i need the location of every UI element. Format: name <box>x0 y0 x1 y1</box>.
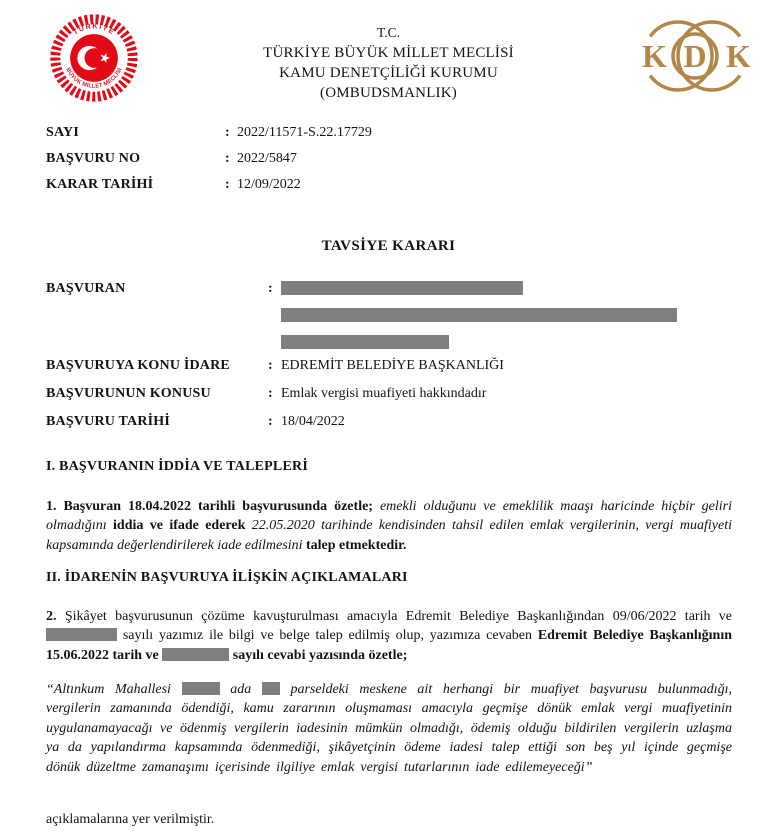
paragraph-1 <box>46 497 732 555</box>
applicant-row-konusu <box>46 386 486 401</box>
applicant-value: 18/04/2022 <box>281 414 345 429</box>
kdk-letter-d: D <box>683 38 707 74</box>
applicant-row-tarihi <box>46 414 345 429</box>
applicant-label: BAŞVURU TARİHİ <box>46 414 171 429</box>
applicant-separator: : <box>268 414 273 429</box>
redaction-bar <box>281 308 677 322</box>
redaction-bar <box>281 281 523 295</box>
header-institution-alt: (OMBUDSMANLIK) <box>320 85 457 101</box>
meta-row-sayi <box>46 120 372 146</box>
text-run: “Altınkum Mahallesi <box>46 682 182 697</box>
decision-title: TAVSİYE KARARI <box>321 238 456 254</box>
kdk-logo-icon <box>640 14 750 99</box>
text-run: Şikâyet başvurusunun çözüme kavuşturulması amacıyla Edremit Belediye Başkanlığından 09/06/2022 tarih ve <box>56 609 732 624</box>
kdk-letter-k1: K <box>642 38 667 74</box>
redaction-bar <box>281 335 449 349</box>
seal-text-bottom: BÜYÜK MİLLET MECLİSİ <box>64 67 124 90</box>
text-run: 22.05.2020 tarihinde kendisinden tahsil edilen emlak vergilerinin, vergi muafiyeti kapsamında değerlendirilerek iade edilmesini <box>46 518 733 553</box>
text-run: emekli olduğunu ve emeklilik maaşı haricinde hiçbir geliri olmadığını <box>46 499 733 534</box>
meta-row-karar-tarihi <box>46 172 372 198</box>
meta-separator: : <box>225 151 230 166</box>
meta-block <box>46 120 372 198</box>
text-run: iddia ve ifade ederek <box>113 518 252 534</box>
meta-label: KARAR TARİHİ <box>46 177 154 192</box>
seal-text-top: TÜRKİYE <box>71 21 117 37</box>
meta-label: BAŞVURU NO <box>46 151 141 166</box>
redaction-bar <box>162 648 229 661</box>
redaction-bar <box>182 682 220 695</box>
quoted-paragraph <box>46 680 732 777</box>
applicant-separator: : <box>268 386 273 401</box>
text-run: talep etmektedir. <box>305 537 407 553</box>
meta-row-basvuru-no <box>46 146 372 172</box>
text-run: 2. <box>46 609 57 624</box>
applicant-value: EDREMİT BELEDİYE BAŞKANLIĞI <box>281 358 504 373</box>
text-run: 1. Başvuran 18.04.2022 tarihli başvurusunda özetle; <box>46 499 380 514</box>
meta-separator: : <box>225 177 230 192</box>
meta-separator: : <box>225 125 230 140</box>
meta-value: 12/09/2022 <box>237 177 301 192</box>
paragraph-2 <box>46 607 732 665</box>
meta-label: SAYI <box>46 125 79 140</box>
closing-line <box>46 810 732 829</box>
header-institution: KAMU DENETÇİLİĞİ KURUMU <box>279 65 498 81</box>
redacted-applicant-name <box>281 281 677 349</box>
applicant-row-idare <box>46 358 504 373</box>
applicant-value: Emlak vergisi muafiyeti hakkındadır <box>281 386 487 401</box>
applicant-label: BAŞVURAN <box>46 281 126 296</box>
text-run: parseldeki meskene ait herhangi bir muafiyet başvurusu bulunmadığı, vergilerin zamanında ödendiği, kamu zararının oluşmaması amacıyla geçmişe dönük emlak vergi muafiyetinin uygulanamayacağı ve ödenmiş vergilerin iadesinin mümkün olmadığı, ödemiş olduğu bildirilen vergilerin uzlaşma ya da yapılandırma kapsamında ödenmediği, şikâyetçinin ödeme iadesi talep ettiği son beş yıl içinde geçmişe dönük düzeltme zamanaşımı içerisinde ilgiliye emlak vergisi tutarlarının iade edilemeyeceği” <box>46 682 732 775</box>
text-run: sayılı yazımız ile bilgi ve belge talep edilmiş olup, yazımıza cevaben <box>117 628 538 644</box>
section-2-heading: II. İDARENİN BAŞVURUYA İLİŞKİN AÇIKLAMALARI <box>46 570 408 585</box>
meta-value: 2022/11571-S.22.17729 <box>237 125 372 140</box>
applicant-separator: : <box>268 281 273 296</box>
applicant-label: BAŞVURUYA KONU İDARE <box>46 358 230 373</box>
applicant-row-basvuran <box>46 281 677 349</box>
redaction-bar <box>262 682 280 695</box>
header-tc: T.C. <box>377 25 400 40</box>
text-run: ada <box>219 682 262 697</box>
applicant-separator: : <box>268 358 273 373</box>
applicant-label: BAŞVURUNUN KONUSU <box>46 386 211 401</box>
text-run: sayılı cevabi yazısında özetle; <box>229 647 408 663</box>
text-run: Edremit Belediye Başkanlığının 15.06.2022 tarih ve <box>46 628 732 663</box>
header-parliament: TÜRKİYE BÜYÜK MİLLET MECLİSİ <box>263 45 514 61</box>
section-1-heading: I. BAŞVURANIN İDDİA VE TALEPLERİ <box>46 459 308 474</box>
kdk-logo <box>640 14 750 99</box>
meta-value: 2022/5847 <box>237 151 297 166</box>
redaction-bar <box>46 628 117 641</box>
kdk-letter-k2: K <box>726 38 750 74</box>
text-run: açıklamalarına yer verilmiştir. <box>46 812 215 827</box>
